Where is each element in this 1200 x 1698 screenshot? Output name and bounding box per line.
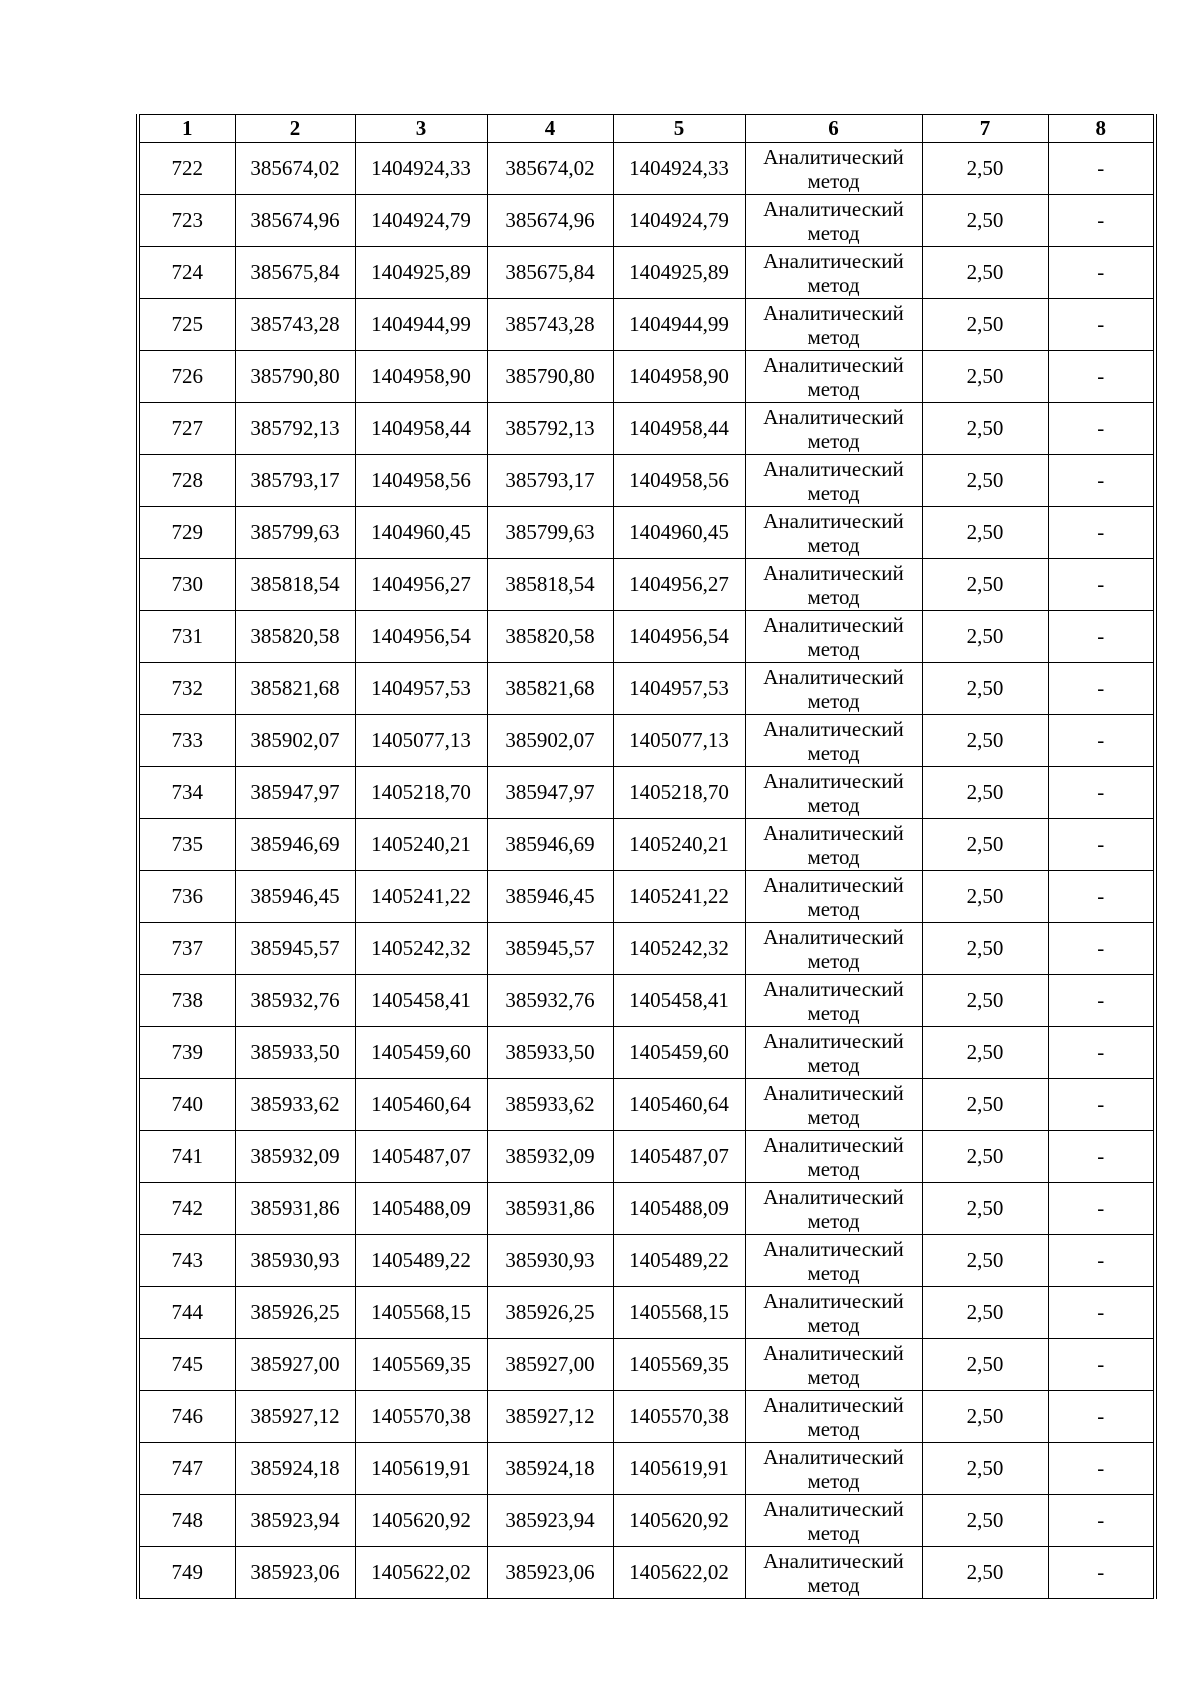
method-cell: Аналитический метод: [745, 1495, 922, 1547]
note-cell: -: [1048, 1079, 1155, 1131]
y-coordinate-cell: 1405488,09: [355, 1183, 487, 1235]
accuracy-cell: 2,50: [922, 1495, 1048, 1547]
y-coordinate-cell: 1405570,38: [613, 1391, 745, 1443]
y-coordinate-cell: 1404924,79: [613, 195, 745, 247]
note-cell: -: [1048, 559, 1155, 611]
method-cell: Аналитический метод: [745, 611, 922, 663]
table-row: [138, 663, 1155, 715]
note-cell: -: [1048, 1027, 1155, 1079]
x-coordinate-cell: 385927,12: [235, 1391, 355, 1443]
point-number-cell: 743: [138, 1235, 235, 1287]
y-coordinate-cell: 1405488,09: [613, 1183, 745, 1235]
x-coordinate-cell: 385927,00: [487, 1339, 613, 1391]
method-cell: Аналитический метод: [745, 871, 922, 923]
method-cell: Аналитический метод: [745, 507, 922, 559]
accuracy-cell: 2,50: [922, 299, 1048, 351]
point-number-cell: 744: [138, 1287, 235, 1339]
note-cell: -: [1048, 1183, 1155, 1235]
table-row: [138, 975, 1155, 1027]
x-coordinate-cell: 385932,09: [235, 1131, 355, 1183]
method-cell: Аналитический метод: [745, 1235, 922, 1287]
y-coordinate-cell: 1404924,33: [613, 143, 745, 195]
x-coordinate-cell: 385923,94: [487, 1495, 613, 1547]
accuracy-cell: 2,50: [922, 715, 1048, 767]
point-number-cell: 723: [138, 195, 235, 247]
y-coordinate-cell: 1405489,22: [355, 1235, 487, 1287]
y-coordinate-cell: 1404957,53: [355, 663, 487, 715]
point-number-cell: 738: [138, 975, 235, 1027]
point-number-cell: 722: [138, 143, 235, 195]
y-coordinate-cell: 1404958,90: [613, 351, 745, 403]
table-row: [138, 1547, 1155, 1599]
method-cell: Аналитический метод: [745, 247, 922, 299]
column-header: 1: [138, 115, 235, 143]
y-coordinate-cell: 1405240,21: [613, 819, 745, 871]
x-coordinate-cell: 385743,28: [487, 299, 613, 351]
table-row: [138, 923, 1155, 975]
accuracy-cell: 2,50: [922, 1183, 1048, 1235]
note-cell: -: [1048, 663, 1155, 715]
y-coordinate-cell: 1404957,53: [613, 663, 745, 715]
x-coordinate-cell: 385931,86: [235, 1183, 355, 1235]
coordinates-table: [136, 114, 1157, 1599]
x-coordinate-cell: 385933,62: [487, 1079, 613, 1131]
x-coordinate-cell: 385790,80: [487, 351, 613, 403]
accuracy-cell: 2,50: [922, 1339, 1048, 1391]
y-coordinate-cell: 1405240,21: [355, 819, 487, 871]
y-coordinate-cell: 1405077,13: [355, 715, 487, 767]
note-cell: -: [1048, 1391, 1155, 1443]
column-header: 5: [613, 115, 745, 143]
y-coordinate-cell: 1404960,45: [355, 507, 487, 559]
note-cell: -: [1048, 351, 1155, 403]
x-coordinate-cell: 385924,18: [487, 1443, 613, 1495]
point-number-cell: 731: [138, 611, 235, 663]
method-cell: Аналитический метод: [745, 1131, 922, 1183]
point-number-cell: 748: [138, 1495, 235, 1547]
x-coordinate-cell: 385818,54: [487, 559, 613, 611]
accuracy-cell: 2,50: [922, 663, 1048, 715]
method-cell: Аналитический метод: [745, 1547, 922, 1599]
y-coordinate-cell: 1405460,64: [355, 1079, 487, 1131]
x-coordinate-cell: 385674,96: [235, 195, 355, 247]
accuracy-cell: 2,50: [922, 1027, 1048, 1079]
x-coordinate-cell: 385926,25: [487, 1287, 613, 1339]
y-coordinate-cell: 1404956,27: [355, 559, 487, 611]
note-cell: -: [1048, 1547, 1155, 1599]
x-coordinate-cell: 385743,28: [235, 299, 355, 351]
x-coordinate-cell: 385933,62: [235, 1079, 355, 1131]
note-cell: -: [1048, 611, 1155, 663]
table-row: [138, 1235, 1155, 1287]
table-row: [138, 767, 1155, 819]
method-cell: Аналитический метод: [745, 195, 922, 247]
accuracy-cell: 2,50: [922, 975, 1048, 1027]
method-cell: Аналитический метод: [745, 923, 922, 975]
x-coordinate-cell: 385930,93: [487, 1235, 613, 1287]
y-coordinate-cell: 1405077,13: [613, 715, 745, 767]
column-header: 7: [922, 115, 1048, 143]
x-coordinate-cell: 385818,54: [235, 559, 355, 611]
y-coordinate-cell: 1405460,64: [613, 1079, 745, 1131]
y-coordinate-cell: 1405487,07: [613, 1131, 745, 1183]
column-header: 2: [235, 115, 355, 143]
note-cell: -: [1048, 403, 1155, 455]
y-coordinate-cell: 1405622,02: [613, 1547, 745, 1599]
y-coordinate-cell: 1405218,70: [613, 767, 745, 819]
x-coordinate-cell: 385946,45: [487, 871, 613, 923]
note-cell: -: [1048, 507, 1155, 559]
x-coordinate-cell: 385674,02: [235, 143, 355, 195]
note-cell: -: [1048, 923, 1155, 975]
point-number-cell: 733: [138, 715, 235, 767]
x-coordinate-cell: 385924,18: [235, 1443, 355, 1495]
method-cell: Аналитический метод: [745, 351, 922, 403]
column-header: 6: [745, 115, 922, 143]
note-cell: -: [1048, 1443, 1155, 1495]
y-coordinate-cell: 1405242,32: [613, 923, 745, 975]
note-cell: -: [1048, 299, 1155, 351]
y-coordinate-cell: 1405459,60: [355, 1027, 487, 1079]
method-cell: Аналитический метод: [745, 559, 922, 611]
x-coordinate-cell: 385946,69: [235, 819, 355, 871]
point-number-cell: 726: [138, 351, 235, 403]
table-row: [138, 1495, 1155, 1547]
table-row: [138, 1027, 1155, 1079]
point-number-cell: 732: [138, 663, 235, 715]
table-row: [138, 1339, 1155, 1391]
note-cell: -: [1048, 975, 1155, 1027]
method-cell: Аналитический метод: [745, 715, 922, 767]
x-coordinate-cell: 385674,96: [487, 195, 613, 247]
point-number-cell: 730: [138, 559, 235, 611]
y-coordinate-cell: 1404944,99: [613, 299, 745, 351]
y-coordinate-cell: 1405241,22: [355, 871, 487, 923]
y-coordinate-cell: 1405619,91: [355, 1443, 487, 1495]
accuracy-cell: 2,50: [922, 1287, 1048, 1339]
table-row: [138, 1183, 1155, 1235]
accuracy-cell: 2,50: [922, 871, 1048, 923]
table-row: [138, 1131, 1155, 1183]
accuracy-cell: 2,50: [922, 143, 1048, 195]
point-number-cell: 747: [138, 1443, 235, 1495]
method-cell: Аналитический метод: [745, 1339, 922, 1391]
note-cell: -: [1048, 871, 1155, 923]
y-coordinate-cell: 1405569,35: [613, 1339, 745, 1391]
method-cell: Аналитический метод: [745, 403, 922, 455]
y-coordinate-cell: 1405569,35: [355, 1339, 487, 1391]
x-coordinate-cell: 385927,00: [235, 1339, 355, 1391]
y-coordinate-cell: 1405458,41: [613, 975, 745, 1027]
x-coordinate-cell: 385933,50: [235, 1027, 355, 1079]
method-cell: Аналитический метод: [745, 975, 922, 1027]
y-coordinate-cell: 1405458,41: [355, 975, 487, 1027]
accuracy-cell: 2,50: [922, 247, 1048, 299]
method-cell: Аналитический метод: [745, 1183, 922, 1235]
x-coordinate-cell: 385675,84: [487, 247, 613, 299]
point-number-cell: 727: [138, 403, 235, 455]
note-cell: -: [1048, 247, 1155, 299]
point-number-cell: 724: [138, 247, 235, 299]
table-row: [138, 247, 1155, 299]
table-row: [138, 1079, 1155, 1131]
x-coordinate-cell: 385820,58: [235, 611, 355, 663]
x-coordinate-cell: 385923,94: [235, 1495, 355, 1547]
x-coordinate-cell: 385792,13: [235, 403, 355, 455]
y-coordinate-cell: 1404956,27: [613, 559, 745, 611]
y-coordinate-cell: 1405620,92: [355, 1495, 487, 1547]
y-coordinate-cell: 1404958,44: [613, 403, 745, 455]
table-row: [138, 195, 1155, 247]
method-cell: Аналитический метод: [745, 1287, 922, 1339]
x-coordinate-cell: 385932,76: [235, 975, 355, 1027]
x-coordinate-cell: 385931,86: [487, 1183, 613, 1235]
column-header: 8: [1048, 115, 1155, 143]
x-coordinate-cell: 385790,80: [235, 351, 355, 403]
y-coordinate-cell: 1404924,33: [355, 143, 487, 195]
y-coordinate-cell: 1404958,56: [355, 455, 487, 507]
note-cell: -: [1048, 143, 1155, 195]
point-number-cell: 729: [138, 507, 235, 559]
y-coordinate-cell: 1404944,99: [355, 299, 487, 351]
x-coordinate-cell: 385947,97: [235, 767, 355, 819]
note-cell: -: [1048, 819, 1155, 871]
x-coordinate-cell: 385799,63: [487, 507, 613, 559]
note-cell: -: [1048, 767, 1155, 819]
point-number-cell: 749: [138, 1547, 235, 1599]
x-coordinate-cell: 385821,68: [235, 663, 355, 715]
accuracy-cell: 2,50: [922, 1547, 1048, 1599]
method-cell: Аналитический метод: [745, 1391, 922, 1443]
accuracy-cell: 2,50: [922, 1079, 1048, 1131]
method-cell: Аналитический метод: [745, 819, 922, 871]
x-coordinate-cell: 385933,50: [487, 1027, 613, 1079]
accuracy-cell: 2,50: [922, 403, 1048, 455]
accuracy-cell: 2,50: [922, 923, 1048, 975]
y-coordinate-cell: 1404960,45: [613, 507, 745, 559]
accuracy-cell: 2,50: [922, 507, 1048, 559]
x-coordinate-cell: 385793,17: [487, 455, 613, 507]
x-coordinate-cell: 385946,69: [487, 819, 613, 871]
point-number-cell: 735: [138, 819, 235, 871]
accuracy-cell: 2,50: [922, 559, 1048, 611]
x-coordinate-cell: 385820,58: [487, 611, 613, 663]
y-coordinate-cell: 1404958,90: [355, 351, 487, 403]
y-coordinate-cell: 1405568,15: [355, 1287, 487, 1339]
x-coordinate-cell: 385799,63: [235, 507, 355, 559]
x-coordinate-cell: 385926,25: [235, 1287, 355, 1339]
accuracy-cell: 2,50: [922, 1443, 1048, 1495]
note-cell: -: [1048, 1131, 1155, 1183]
table-row: [138, 351, 1155, 403]
accuracy-cell: 2,50: [922, 195, 1048, 247]
table-row: [138, 559, 1155, 611]
y-coordinate-cell: 1405570,38: [355, 1391, 487, 1443]
x-coordinate-cell: 385927,12: [487, 1391, 613, 1443]
note-cell: -: [1048, 1495, 1155, 1547]
y-coordinate-cell: 1404925,89: [613, 247, 745, 299]
note-cell: -: [1048, 715, 1155, 767]
y-coordinate-cell: 1404958,56: [613, 455, 745, 507]
table-row: [138, 715, 1155, 767]
method-cell: Аналитический метод: [745, 767, 922, 819]
point-number-cell: 725: [138, 299, 235, 351]
column-header: 3: [355, 115, 487, 143]
y-coordinate-cell: 1405619,91: [613, 1443, 745, 1495]
y-coordinate-cell: 1405487,07: [355, 1131, 487, 1183]
y-coordinate-cell: 1404958,44: [355, 403, 487, 455]
point-number-cell: 742: [138, 1183, 235, 1235]
table-row: [138, 143, 1155, 195]
point-number-cell: 736: [138, 871, 235, 923]
x-coordinate-cell: 385902,07: [235, 715, 355, 767]
x-coordinate-cell: 385947,97: [487, 767, 613, 819]
table-row: [138, 611, 1155, 663]
x-coordinate-cell: 385930,93: [235, 1235, 355, 1287]
y-coordinate-cell: 1405489,22: [613, 1235, 745, 1287]
table-row: [138, 403, 1155, 455]
method-cell: Аналитический метод: [745, 663, 922, 715]
y-coordinate-cell: 1404956,54: [355, 611, 487, 663]
method-cell: Аналитический метод: [745, 1443, 922, 1495]
accuracy-cell: 2,50: [922, 455, 1048, 507]
x-coordinate-cell: 385675,84: [235, 247, 355, 299]
note-cell: -: [1048, 1287, 1155, 1339]
y-coordinate-cell: 1405459,60: [613, 1027, 745, 1079]
accuracy-cell: 2,50: [922, 1391, 1048, 1443]
y-coordinate-cell: 1405218,70: [355, 767, 487, 819]
point-number-cell: 734: [138, 767, 235, 819]
table-row: [138, 507, 1155, 559]
header-row: [138, 115, 1155, 143]
table-row: [138, 871, 1155, 923]
x-coordinate-cell: 385902,07: [487, 715, 613, 767]
accuracy-cell: 2,50: [922, 767, 1048, 819]
note-cell: -: [1048, 195, 1155, 247]
method-cell: Аналитический метод: [745, 143, 922, 195]
table-row: [138, 299, 1155, 351]
x-coordinate-cell: 385923,06: [487, 1547, 613, 1599]
method-cell: Аналитический метод: [745, 1079, 922, 1131]
point-number-cell: 737: [138, 923, 235, 975]
y-coordinate-cell: 1405568,15: [613, 1287, 745, 1339]
x-coordinate-cell: 385792,13: [487, 403, 613, 455]
x-coordinate-cell: 385932,76: [487, 975, 613, 1027]
table-row: [138, 1287, 1155, 1339]
accuracy-cell: 2,50: [922, 611, 1048, 663]
y-coordinate-cell: 1405620,92: [613, 1495, 745, 1547]
x-coordinate-cell: 385945,57: [487, 923, 613, 975]
accuracy-cell: 2,50: [922, 819, 1048, 871]
x-coordinate-cell: 385923,06: [235, 1547, 355, 1599]
point-number-cell: 741: [138, 1131, 235, 1183]
point-number-cell: 728: [138, 455, 235, 507]
x-coordinate-cell: 385946,45: [235, 871, 355, 923]
x-coordinate-cell: 385932,09: [487, 1131, 613, 1183]
accuracy-cell: 2,50: [922, 351, 1048, 403]
y-coordinate-cell: 1404924,79: [355, 195, 487, 247]
y-coordinate-cell: 1405241,22: [613, 871, 745, 923]
point-number-cell: 745: [138, 1339, 235, 1391]
y-coordinate-cell: 1405622,02: [355, 1547, 487, 1599]
point-number-cell: 740: [138, 1079, 235, 1131]
table-row: [138, 1391, 1155, 1443]
point-number-cell: 739: [138, 1027, 235, 1079]
accuracy-cell: 2,50: [922, 1235, 1048, 1287]
method-cell: Аналитический метод: [745, 455, 922, 507]
x-coordinate-cell: 385674,02: [487, 143, 613, 195]
note-cell: -: [1048, 455, 1155, 507]
table-row: [138, 455, 1155, 507]
y-coordinate-cell: 1405242,32: [355, 923, 487, 975]
method-cell: Аналитический метод: [745, 1027, 922, 1079]
y-coordinate-cell: 1404925,89: [355, 247, 487, 299]
y-coordinate-cell: 1404956,54: [613, 611, 745, 663]
x-coordinate-cell: 385945,57: [235, 923, 355, 975]
point-number-cell: 746: [138, 1391, 235, 1443]
x-coordinate-cell: 385821,68: [487, 663, 613, 715]
note-cell: -: [1048, 1339, 1155, 1391]
note-cell: -: [1048, 1235, 1155, 1287]
table-row: [138, 1443, 1155, 1495]
x-coordinate-cell: 385793,17: [235, 455, 355, 507]
table-row: [138, 819, 1155, 871]
method-cell: Аналитический метод: [745, 299, 922, 351]
accuracy-cell: 2,50: [922, 1131, 1048, 1183]
column-header: 4: [487, 115, 613, 143]
